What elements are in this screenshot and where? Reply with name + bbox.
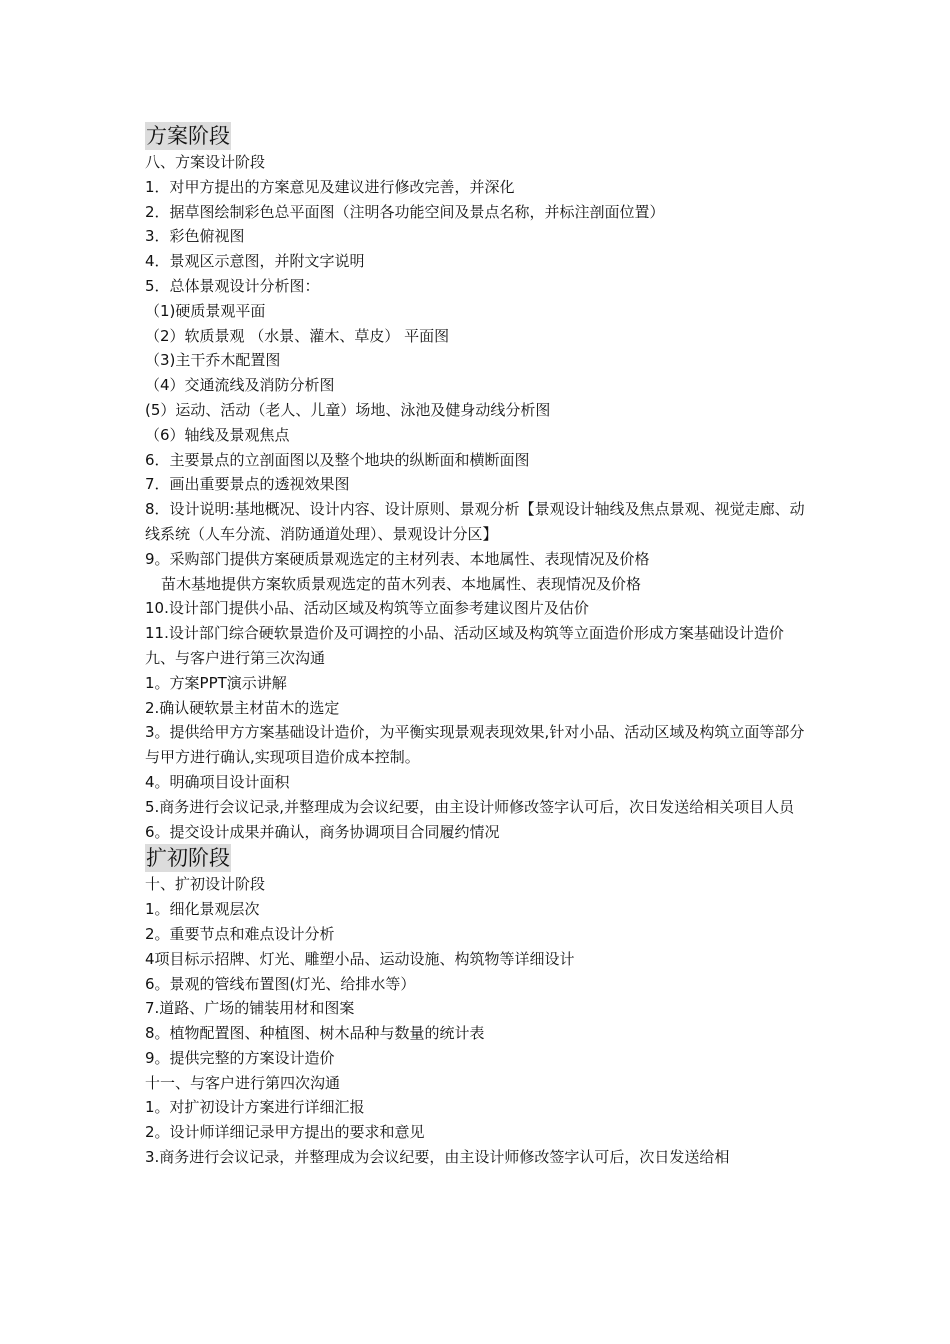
text-line: (5）运动、活动（老人、儿童）场地、泳池及健身动线分析图: [145, 400, 551, 419]
section-heading-scheme: 方案阶段: [146, 124, 230, 148]
text-paragraph: 8．设计说明:基地概况、设计内容、设计原则、景观分析【景观设计轴线及焦点景观、视觉走廊、动线系统（人车分流、消防通道处理）、景观设计分区】: [145, 500, 805, 543]
section-heading-row: [145, 122, 815, 150]
text-line: 6。景观的管线布置图(灯光、给排水等）: [145, 974, 416, 993]
text-line: 7.道路、广场的铺装用材和图案: [145, 999, 355, 1018]
section-heading-row: [145, 844, 815, 872]
text-line: 2。重要节点和难点设计分析: [145, 924, 335, 943]
text-line: （4）交通流线及消防分析图: [145, 376, 335, 395]
text-line: 2。设计师详细记录甲方提出的要求和意见: [145, 1123, 425, 1142]
text-line: 1。方案PPT演示讲解: [145, 673, 287, 692]
text-line: 6。提交设计成果并确认，商务协调项目合同履约情况: [145, 822, 500, 841]
text-line: 9。提供完整的方案设计造价: [145, 1048, 335, 1067]
text-line: 4．景观区示意图，并附文字说明: [145, 252, 365, 271]
text-paragraph: 5.商务进行会议记录,并整理成为会议纪要，由主设计师修改签字认可后，次日发送给相关项目人员: [145, 797, 795, 816]
text-line: 八、方案设计阶段: [145, 153, 266, 171]
text-line: 苗木基地提供方案软质景观选定的苗木列表、本地属性、表现情况及价格: [161, 574, 642, 593]
text-line: 十一、与客户进行第四次沟通: [145, 1073, 341, 1092]
text-line: 2.确认硬软景主材苗木的选定: [145, 698, 340, 717]
text-line: 4项目标示招牌、灯光、雕塑小品、运动设施、构筑物等详细设计: [145, 949, 575, 968]
text-line: 4。明确项目设计面积: [145, 772, 290, 791]
text-line: 3．彩色俯视图: [145, 227, 245, 246]
text-line: （3)主干乔木配置图: [145, 351, 281, 370]
text-line: （1)硬质景观平面: [145, 301, 266, 320]
text-line: 9。采购部门提供方案硬质景观选定的主材列表、本地属性、表现情况及价格: [145, 549, 650, 568]
text-paragraph: 11.设计部门综合硬软景造价及可调控的小品、活动区域及构筑等立面造价形成方案基础设计造价: [145, 624, 784, 643]
text-line: 十、扩初设计阶段: [145, 875, 266, 894]
text-line: 8。植物配置图、种植图、树木品种与数量的统计表: [145, 1024, 485, 1043]
text-line: 7．画出重要景点的透视效果图: [145, 475, 350, 494]
section-heading-preliminary: 扩初阶段: [146, 846, 230, 871]
text-line: （6）轴线及景观焦点: [145, 425, 290, 444]
text-line: 1。细化景观层次: [145, 900, 260, 919]
text-line: 6．主要景点的立剖面图以及整个地块的纵断面和横断面图: [145, 450, 530, 469]
document-page: [145, 122, 815, 1170]
text-line: （2）软质景观 （水景、灌木、草皮） 平面图: [145, 326, 450, 345]
text-line: 5．总体景观设计分析图：: [145, 276, 320, 295]
text-line: 1．对甲方提出的方案意见及建议进行修改完善，并深化: [145, 177, 515, 196]
text-line: 1。对扩初设计方案进行详细汇报: [145, 1098, 365, 1117]
text-line: 3.商务进行会议记录，并整理成为会议纪要，由主设计师修改签字认可后，次日发送给相: [145, 1148, 730, 1167]
text-line: 九、与客户进行第三次沟通: [145, 648, 326, 667]
text-line: 2．据草图绘制彩色总平面图（注明各功能空间及景点名称，并标注剖面位置）: [145, 202, 665, 221]
text-paragraph: 3。提供给甲方方案基础设计造价，为平衡实现景观表现效果,针对小品、活动区域及构筑立面等部分与甲方进行确认,实现项目造价成本控制。: [145, 723, 805, 767]
text-line: 10.设计部门提供小品、活动区域及构筑等立面参考建议图片及估价: [145, 599, 589, 618]
